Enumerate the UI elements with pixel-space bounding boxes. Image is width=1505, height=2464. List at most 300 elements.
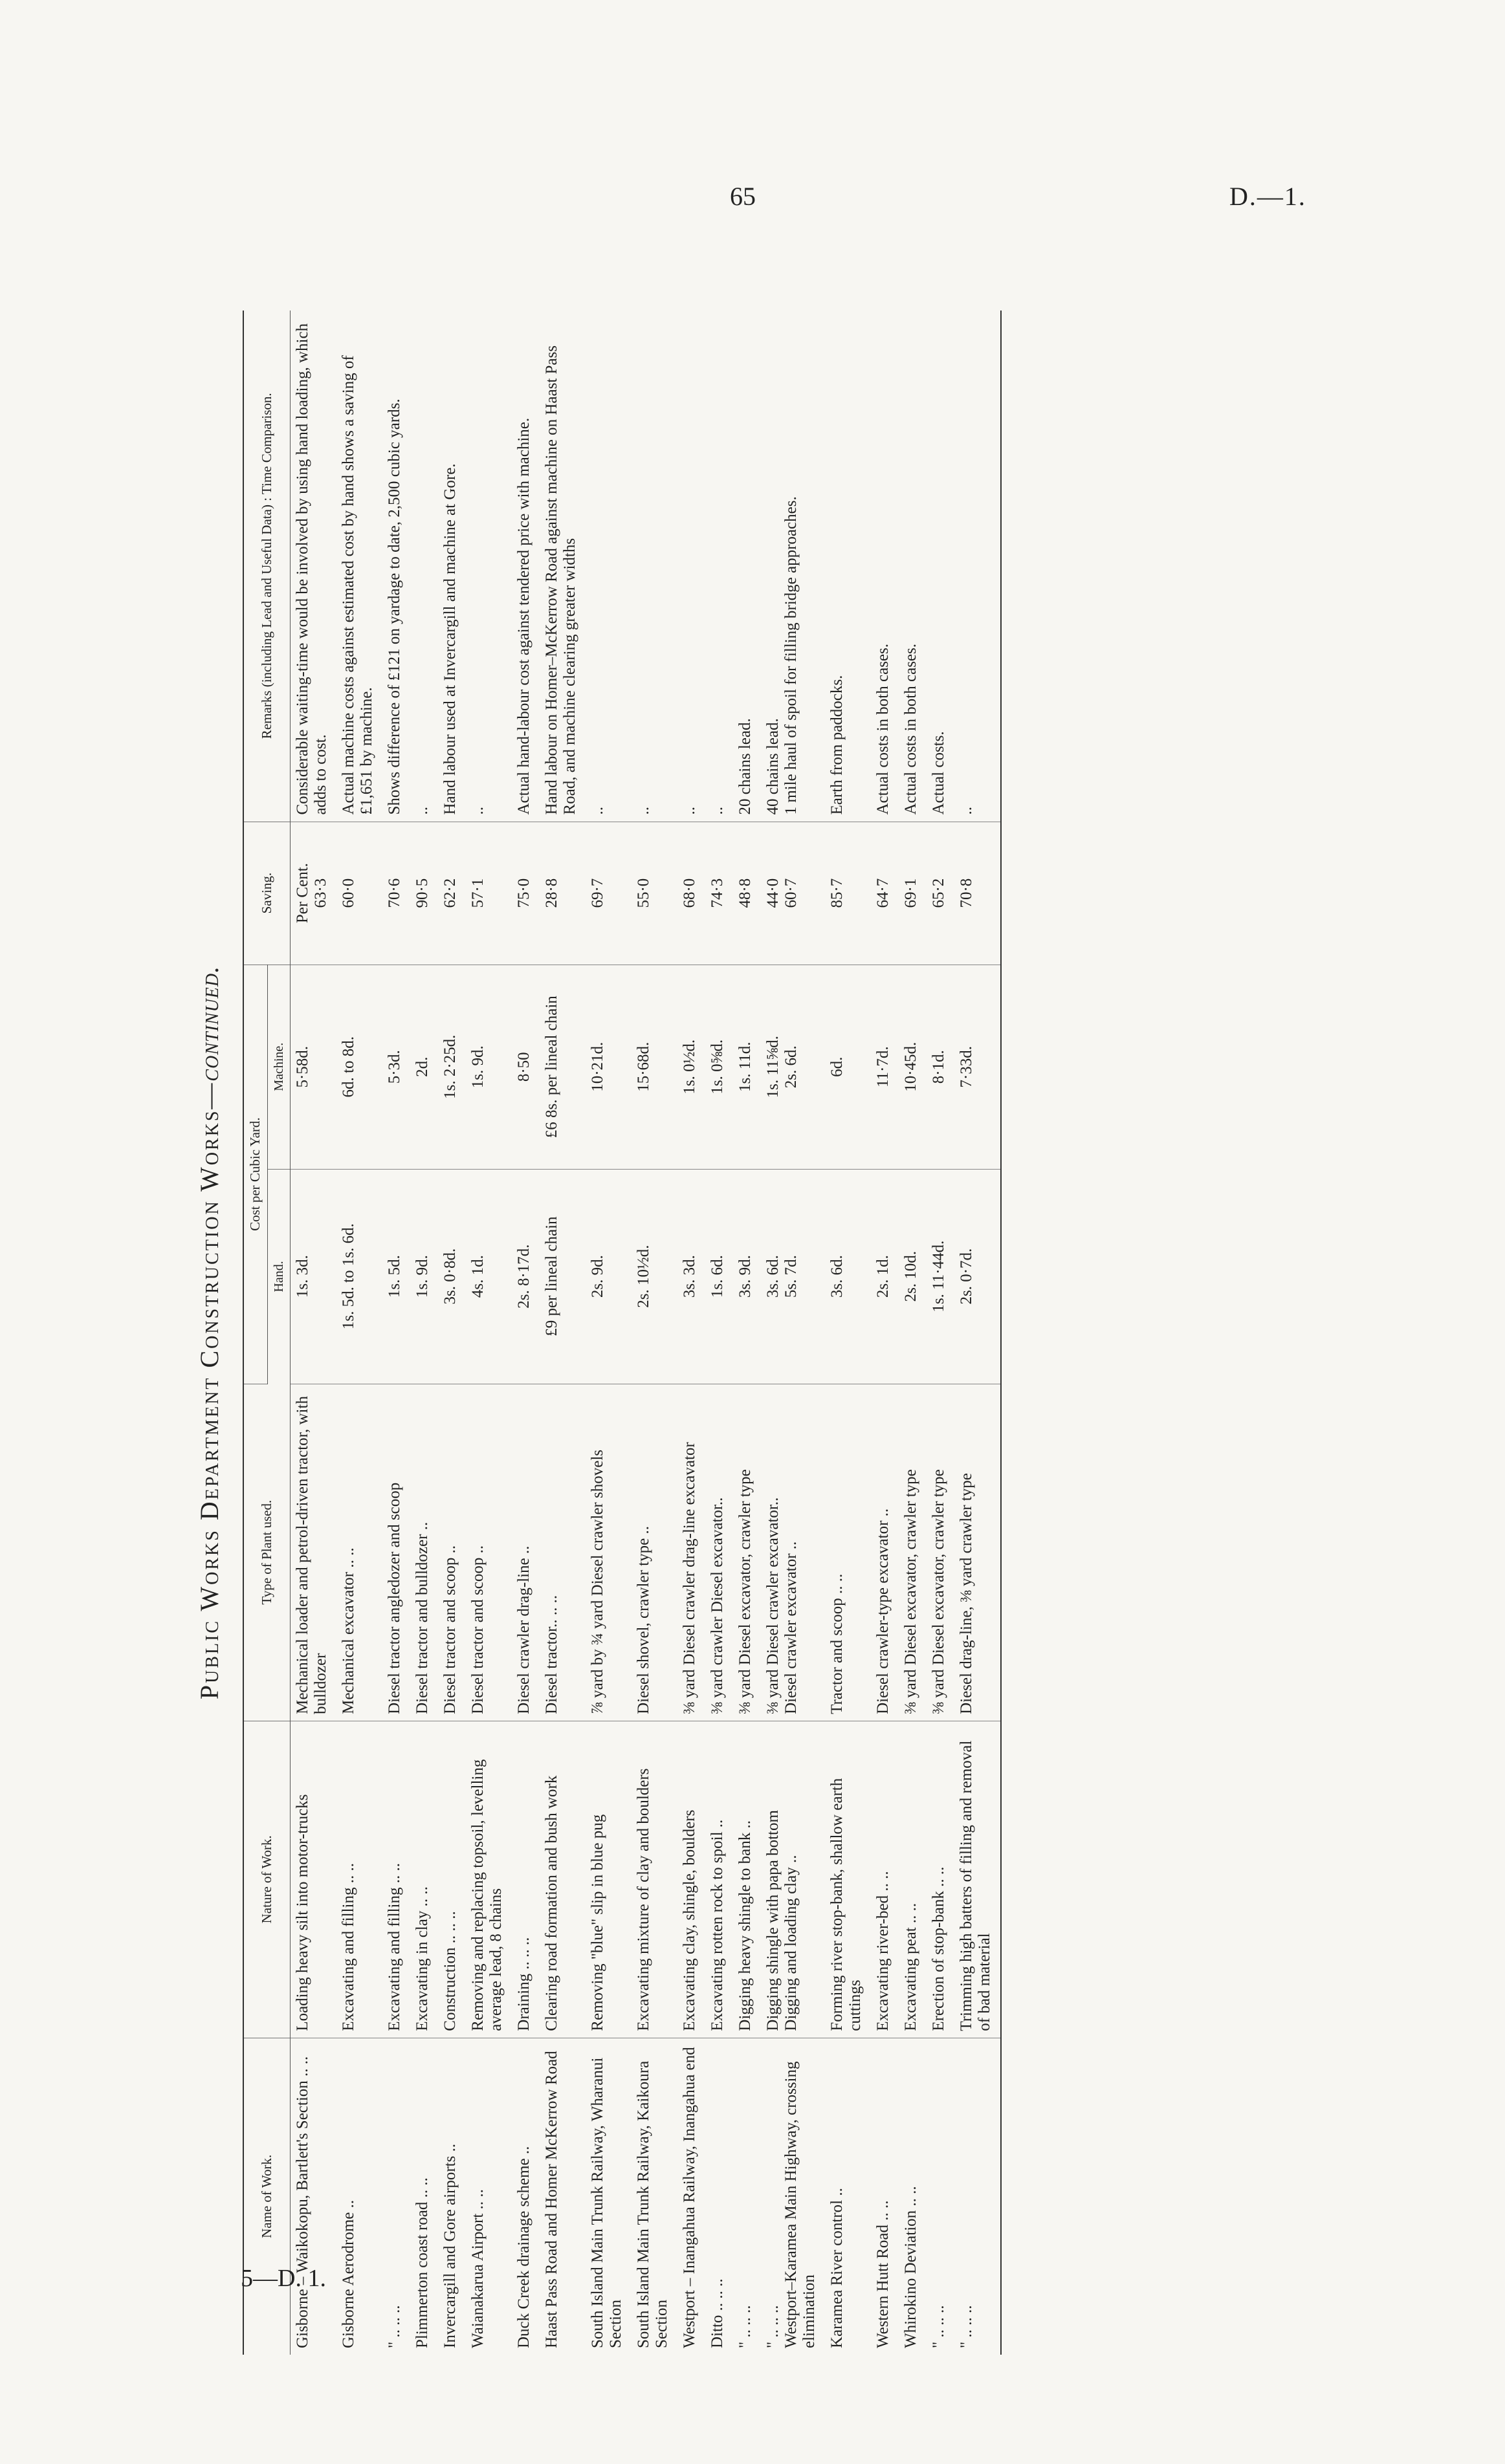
cell-hand-text: 1s. 5d. [385, 1255, 403, 1298]
cell-hand [438, 1169, 466, 1384]
cell-name-text: Gisborne Aerodrome .. [339, 2199, 357, 2348]
header-cost-per-cubic-yard: Cost per Cubic Yard. [243, 965, 267, 1384]
cell-saving [677, 822, 705, 965]
cell-saving-text: 57·1 [468, 878, 487, 908]
cell-machine-text: 1s. 11⅝d. 2s. 6d. [763, 1036, 800, 1098]
cell-plant-text: Diesel tractor and bulldozer .. [413, 1521, 431, 1714]
rotated-table-block [194, 311, 1281, 2355]
cell-machine [761, 965, 825, 1169]
table-row [927, 311, 954, 2355]
header-nature-of-work: Nature of Work. [243, 1721, 290, 2038]
cell-hand-text: 2s. 0·7d. [957, 1248, 975, 1305]
table-row [586, 311, 632, 2355]
cell-hand-text: 2s. 1d. [873, 1255, 892, 1298]
table-title-main: Public Works Department Construction Works— [195, 1081, 224, 1700]
cell-plant [733, 1384, 761, 1721]
cell-nature [677, 1721, 705, 2038]
table-title [194, 311, 225, 2355]
cell-saving [512, 822, 540, 965]
cell-saving-text: 75·0 [514, 878, 533, 908]
cell-plant [871, 1384, 899, 1721]
table-title-continued: continued. [195, 965, 224, 1082]
cell-machine [586, 965, 632, 1169]
cell-name [512, 2038, 540, 2355]
cell-saving [410, 822, 438, 965]
cell-nature-text: Draining .. .. .. [514, 1937, 533, 2031]
cell-nature [761, 1721, 825, 2038]
cell-saving-text: 74·3 [708, 878, 726, 908]
cell-machine [632, 965, 677, 1169]
cell-machine [927, 965, 954, 1169]
cell-plant-text: ⅜ yard Diesel crawler excavator.. Diesel crawler excavator .. [763, 1497, 800, 1714]
cell-nature [410, 1721, 438, 2038]
cell-saving [733, 822, 761, 965]
cell-plant [466, 1384, 512, 1721]
cell-machine-text: 7·33d. [957, 1045, 975, 1088]
cell-plant-text: Diesel tractor.. .. .. [542, 1595, 560, 1714]
table-row [705, 311, 733, 2355]
cell-hand-text: 3s. 3d. [680, 1255, 698, 1298]
cell-remarks-text: .. [680, 807, 698, 815]
cell-nature-text: Excavating peat .. .. [901, 1903, 919, 2031]
cell-plant-text: Diesel tractor angledozer and scoop [385, 1482, 403, 1714]
cell-hand-text: 3s. 9d. [736, 1255, 754, 1298]
cell-nature [733, 1721, 761, 2038]
cell-hand [466, 1169, 512, 1384]
cell-machine-text: 10·21d. [588, 1041, 606, 1092]
cell-name [927, 2038, 954, 2355]
cell-nature-text: Excavating mixture of clay and boulders [634, 1768, 652, 2031]
cell-saving-text: 68·0 [680, 878, 698, 908]
cell-machine [512, 965, 540, 1169]
cell-nature [899, 1721, 927, 2038]
cell-name-text: Westport – Inangahua Railway, Inangahua end [680, 2047, 698, 2348]
cell-remarks [410, 311, 438, 822]
cell-saving [336, 822, 382, 965]
cell-hand-text: 1s. 5d. to 1s. 6d. [339, 1223, 357, 1330]
cell-name-text: " .. .. .. [385, 2305, 403, 2348]
cell-nature [586, 1721, 632, 2038]
cell-remarks-text: Considerable waiting-time would be involved by using hand loading, which adds to cost. [293, 323, 329, 815]
cell-plant-text: ⅞ yard by ¾ yard Diesel crawler shovels [588, 1450, 606, 1714]
table-row [632, 311, 677, 2355]
cell-plant-text: Diesel crawler-type excavator .. [873, 1508, 892, 1714]
cell-nature [466, 1721, 512, 2038]
cell-name-text: " .. .. .. [929, 2305, 947, 2348]
cell-hand-text: 2s. 9d. [588, 1255, 606, 1298]
header-saving: Saving. [243, 822, 290, 965]
cell-machine-text: 1s. 0½d. [680, 1039, 698, 1095]
table-row [438, 311, 466, 2355]
cell-plant [290, 1384, 336, 1721]
cell-machine [336, 965, 382, 1169]
table-row [540, 311, 586, 2355]
cell-saving [632, 822, 677, 965]
cell-nature [540, 1721, 586, 2038]
cell-hand-text: 1s. 3d. [293, 1255, 311, 1298]
cell-saving [586, 822, 632, 965]
cell-machine-text: 6d. to 8d. [339, 1036, 357, 1098]
cell-nature-text: Excavating and filling .. .. [385, 1863, 403, 2031]
cell-plant [410, 1384, 438, 1721]
cell-saving-text: 65·2 [929, 878, 947, 908]
cell-remarks-text: .. [468, 807, 487, 815]
cell-remarks-text: .. [413, 807, 431, 815]
cell-plant [899, 1384, 927, 1721]
cell-saving-text: 64·7 [873, 878, 892, 908]
cell-machine [825, 965, 871, 1169]
cell-nature-text: Construction .. .. .. [441, 1911, 459, 2031]
cell-saving [466, 822, 512, 965]
cell-machine [290, 965, 336, 1169]
cell-saving [927, 822, 954, 965]
cell-hand [927, 1169, 954, 1384]
cell-hand-text: 1s. 11·44d. [929, 1240, 947, 1313]
cell-name [954, 2038, 1001, 2355]
cell-name-text: " .. .. .. [736, 2305, 754, 2348]
cell-nature [382, 1721, 410, 2038]
cell-remarks-text: .. [588, 807, 606, 815]
cell-plant-text: ⅜ yard Diesel excavator, crawler type [929, 1469, 947, 1714]
cell-saving-text: 70·8 [957, 878, 975, 908]
cell-nature [512, 1721, 540, 2038]
cell-saving-text: 90·5 [413, 878, 431, 908]
cell-machine-text: 11·7d. [873, 1046, 892, 1088]
cell-plant-text: Diesel tractor and scoop .. [441, 1545, 459, 1714]
cell-hand-text: 3s. 0·8d. [441, 1248, 459, 1305]
cell-hand-text: 3s. 6d. [828, 1255, 846, 1298]
cell-name-text: " .. .. .. Westport–Karamea Main Highway, crossing elimination [763, 2061, 818, 2348]
cell-hand [871, 1169, 899, 1384]
cell-nature-text: Excavating in clay .. .. [413, 1886, 431, 2031]
cell-hand [761, 1169, 825, 1384]
cell-remarks-text: Actual hand-labour cost against tendered price with machine. [514, 417, 533, 815]
table-row [954, 311, 1001, 2355]
cell-plant-text: Mechanical loader and petrol-driven tractor, with bulldozer [293, 1396, 329, 1714]
cell-machine [733, 965, 761, 1169]
cell-saving-text: 44·0 60·7 [763, 878, 800, 908]
cell-plant-text: Diesel drag-line, ⅜ yard crawler type [957, 1473, 975, 1714]
cell-machine-text: 1s. 2·25d. [441, 1034, 459, 1099]
cell-machine [899, 965, 927, 1169]
cell-hand [336, 1169, 382, 1384]
cell-name-text: Duck Creek drainage scheme .. [514, 2146, 533, 2348]
cell-plant [512, 1384, 540, 1721]
cell-machine-text: 8·50 [514, 1052, 533, 1082]
cell-remarks-text: Hand labour on Homer–McKerrow Road against machine on Haast Pass Road, and machine clearing greater widths [542, 345, 578, 815]
cell-saving [871, 822, 899, 965]
cell-hand-text: 2s. 10d. [901, 1250, 919, 1302]
cell-remarks-text: Actual costs in both cases. [901, 644, 919, 815]
cell-name [336, 2038, 382, 2355]
cell-nature [871, 1721, 899, 2038]
cell-name-text: Ditto .. .. .. [708, 2278, 726, 2348]
cell-plant [382, 1384, 410, 1721]
cell-saving [761, 822, 825, 965]
cell-plant [825, 1384, 871, 1721]
cell-hand [705, 1169, 733, 1384]
cell-plant-text: Diesel tractor and scoop .. [468, 1545, 487, 1714]
cell-remarks [632, 311, 677, 822]
cell-plant [438, 1384, 466, 1721]
cell-saving [705, 822, 733, 965]
cell-name-text: Whirokino Deviation .. .. [901, 2186, 919, 2348]
cell-name [410, 2038, 438, 2355]
cell-remarks-text: .. [957, 807, 975, 815]
table-row [336, 311, 382, 2355]
cell-nature-text: Erection of stop-bank .. .. [929, 1866, 947, 2031]
cell-machine [677, 965, 705, 1169]
cell-remarks [733, 311, 761, 822]
header-name-of-work: Name of Work. [243, 2038, 290, 2355]
table-row [512, 311, 540, 2355]
cell-plant-text: ⅜ yard Diesel excavator, crawler type [901, 1469, 919, 1714]
table-row [677, 311, 705, 2355]
cell-plant-text: Diesel crawler drag-line .. [514, 1545, 533, 1714]
cell-name-text: Karamea River control .. [828, 2188, 846, 2348]
cell-saving-text: 69·7 [588, 878, 606, 908]
cell-name-text: South Island Main Trunk Railway, Wharanui Section [588, 2057, 624, 2348]
cell-machine-text: £6 8s. per lineal chain [542, 996, 560, 1139]
cell-hand [290, 1169, 336, 1384]
cell-remarks [927, 311, 954, 822]
cell-hand [825, 1169, 871, 1384]
cell-machine [540, 965, 586, 1169]
cell-remarks [438, 311, 466, 822]
cell-machine-text: 10·45d. [901, 1041, 919, 1092]
cell-machine [954, 965, 1001, 1169]
cell-hand-text: £9 per lineal chain [542, 1216, 560, 1336]
cell-remarks [677, 311, 705, 822]
cell-remarks-text: Actual costs. [929, 731, 947, 815]
table-body [290, 311, 1001, 2355]
cell-name [632, 2038, 677, 2355]
cell-remarks [512, 311, 540, 822]
cell-remarks [586, 311, 632, 822]
document-reference: D.—1. [1229, 182, 1306, 211]
page-number: 65 [730, 182, 756, 211]
cell-remarks [899, 311, 927, 822]
cell-name [540, 2038, 586, 2355]
cell-nature-text: Removing and replacing topsoil, levelling average lead, 8 chains [468, 1759, 505, 2031]
cell-machine [438, 965, 466, 1169]
table-row [466, 311, 512, 2355]
cell-nature [954, 1721, 1001, 2038]
table-row [410, 311, 438, 2355]
cell-nature-text: Excavating and filling .. .. [339, 1863, 357, 2031]
cell-plant [336, 1384, 382, 1721]
cell-remarks [871, 311, 899, 822]
cell-saving-text: 55·0 [634, 878, 652, 908]
table-row [899, 311, 927, 2355]
cell-nature [632, 1721, 677, 2038]
cell-remarks-text: Hand labour used at Invercargill and machine at Gore. [441, 463, 459, 815]
cell-name [290, 2038, 336, 2355]
saving-unit-label: Per Cent. [293, 863, 311, 924]
cell-nature-text: Loading heavy silt into motor-trucks [293, 1794, 311, 2031]
cell-name [899, 2038, 927, 2355]
cell-name [438, 2038, 466, 2355]
cell-machine-text: 1s. 0⅝d. [708, 1039, 726, 1095]
cell-machine-text: 1s. 9d. [468, 1045, 487, 1089]
cell-remarks [705, 311, 733, 822]
cell-saving-text: 48·8 [736, 878, 754, 908]
cell-machine-text: 2d. [413, 1056, 431, 1077]
cell-machine-text: 8·1d. [929, 1050, 947, 1084]
cell-machine-text: 5·58d. [293, 1045, 311, 1088]
cell-hand [954, 1169, 1001, 1384]
cell-nature [438, 1721, 466, 2038]
cell-machine-text: 6d. [828, 1056, 846, 1077]
cell-remarks-text: 20 chains lead. [736, 718, 754, 815]
footer-signature: 5—D. 1. [241, 2265, 326, 2292]
header-hand: Hand. [267, 1169, 290, 1384]
cell-machine-text: 5·3d. [385, 1050, 403, 1084]
cell-machine [382, 965, 410, 1169]
cell-plant [954, 1384, 1001, 1721]
cell-hand-text: 1s. 9d. [413, 1255, 431, 1298]
cell-name [677, 2038, 705, 2355]
cell-saving-text: 85·7 [828, 878, 846, 908]
cell-remarks [336, 311, 382, 822]
cell-remarks [382, 311, 410, 822]
cell-saving [438, 822, 466, 965]
header-machine: Machine. [267, 965, 290, 1169]
cell-nature [825, 1721, 871, 2038]
cell-nature [705, 1721, 733, 2038]
cell-nature-text: Excavating river-bed .. .. [873, 1871, 892, 2031]
cell-hand [512, 1169, 540, 1384]
cell-plant [540, 1384, 586, 1721]
cell-hand [677, 1169, 705, 1384]
cell-remarks-text: Earth from paddocks. [828, 675, 846, 815]
cell-name [586, 2038, 632, 2355]
cell-saving [899, 822, 927, 965]
table-row [871, 311, 899, 2355]
table-row [382, 311, 410, 2355]
cell-remarks-text: .. [708, 807, 726, 815]
cell-nature-text: Excavating rotten rock to spoil .. [708, 1819, 726, 2031]
cell-remarks [290, 311, 336, 822]
cell-saving [382, 822, 410, 965]
cell-saving-text: 70·6 [385, 878, 403, 908]
cell-plant-text: ⅜ yard crawler Diesel excavator.. [708, 1497, 726, 1714]
cell-machine [410, 965, 438, 1169]
cell-saving [540, 822, 586, 965]
cell-name [466, 2038, 512, 2355]
cell-name [382, 2038, 410, 2355]
cell-remarks [954, 311, 1001, 822]
cell-nature-text: Forming river stop-bank, shallow earth cuttings [828, 1778, 864, 2031]
cell-machine [705, 965, 733, 1169]
cell-machine-text: 15·68d. [634, 1041, 652, 1092]
cell-nature-text: Clearing road formation and bush work [542, 1775, 560, 2031]
cell-hand-text: 2s. 8·17d. [514, 1244, 533, 1309]
cell-nature [290, 1721, 336, 2038]
cell-plant [927, 1384, 954, 1721]
cell-remarks-text: Actual costs in both cases. [873, 644, 892, 815]
cell-name-text: Invercargill and Gore airports .. [441, 2143, 459, 2348]
cell-remarks [540, 311, 586, 822]
cell-hand-text: 4s. 1d. [468, 1255, 487, 1298]
cell-remarks-text: Actual machine costs against estimated cost by hand shows a saving of £1,651 by machine. [339, 355, 375, 815]
table-row [761, 311, 825, 2355]
cell-nature-text: Digging shingle with papa bottom Digging and loading clay .. [763, 1810, 800, 2031]
cell-name-text: Gisborne – Waikokopu, Bartlett's Section .. .. [293, 2056, 311, 2348]
header-type-of-plant: Type of Plant used. [243, 1384, 290, 1721]
cell-remarks-text: Shows difference of £121 on yardage to date, 2,500 cubic yards. [385, 398, 403, 815]
cell-name [761, 2038, 825, 2355]
cell-name-text: " .. .. .. [957, 2305, 975, 2348]
cell-plant-text: Tractor and scoop .. .. [828, 1573, 846, 1714]
cell-hand [586, 1169, 632, 1384]
cell-plant [705, 1384, 733, 1721]
cell-hand-text: 1s. 6d. [708, 1255, 726, 1298]
cell-hand-text: 2s. 10½d. [634, 1245, 652, 1308]
cell-hand [382, 1169, 410, 1384]
cell-saving [954, 822, 1001, 965]
table-row [733, 311, 761, 2355]
cell-saving-text: 60·0 [339, 878, 357, 908]
cell-remarks-text: 40 chains lead. 1 mile haul of spoil for filling bridge approaches. [763, 496, 800, 815]
cell-name [705, 2038, 733, 2355]
cell-saving-text: 69·1 [901, 878, 919, 908]
cell-name-text: Waianakarua Airport .. .. [468, 2189, 487, 2348]
cell-saving-text: 28·8 [542, 878, 560, 908]
cell-plant-text: ⅜ yard Diesel crawler drag-line excavator [680, 1442, 698, 1714]
cell-name [871, 2038, 899, 2355]
cell-name-text: Plimmerton coast road .. .. [413, 2177, 431, 2348]
cell-hand [410, 1169, 438, 1384]
cell-saving-text: 63·3 [311, 878, 329, 908]
cell-machine [466, 965, 512, 1169]
cell-name [825, 2038, 871, 2355]
cell-nature [927, 1721, 954, 2038]
cell-remarks [761, 311, 825, 822]
construction-works-table [243, 311, 1002, 2355]
cell-nature-text: Removing "blue" slip in blue pug [588, 1814, 606, 2031]
cell-nature [336, 1721, 382, 2038]
cell-remarks [466, 311, 512, 822]
cell-plant [586, 1384, 632, 1721]
cell-saving [825, 822, 871, 965]
cell-nature-text: Excavating clay, shingle, boulders [680, 1809, 698, 2031]
cell-machine-text: 1s. 11d. [736, 1041, 754, 1092]
cell-hand [540, 1169, 586, 1384]
cell-machine [871, 965, 899, 1169]
cell-remarks [825, 311, 871, 822]
cell-remarks-text: .. [634, 807, 652, 815]
cell-plant [632, 1384, 677, 1721]
cell-nature-text: Digging heavy shingle to bank .. [736, 1820, 754, 2031]
cell-name [733, 2038, 761, 2355]
cell-hand [899, 1169, 927, 1384]
cell-plant-text: Diesel shovel, crawler type .. [634, 1526, 652, 1714]
table-row [825, 311, 871, 2355]
cell-plant-text: Mechanical excavator .. .. [339, 1547, 357, 1714]
cell-name-text: Western Hutt Road .. .. [873, 2200, 892, 2348]
cell-nature-text: Trimming high batters of filling and removal of bad material [957, 1740, 993, 2031]
cell-saving [290, 822, 336, 965]
cell-plant [761, 1384, 825, 1721]
cell-saving-text: 62·2 [441, 878, 459, 908]
cell-plant [677, 1384, 705, 1721]
cell-name-text: Haast Pass Road and Homer McKerrow Road [542, 2051, 560, 2348]
cell-hand-text: 3s. 6d. 5s. 7d. [763, 1255, 800, 1298]
table-row [290, 311, 336, 2355]
header-remarks: Remarks (including Lead and Useful Data) : Time Comparison. [243, 311, 290, 822]
cell-hand [632, 1169, 677, 1384]
